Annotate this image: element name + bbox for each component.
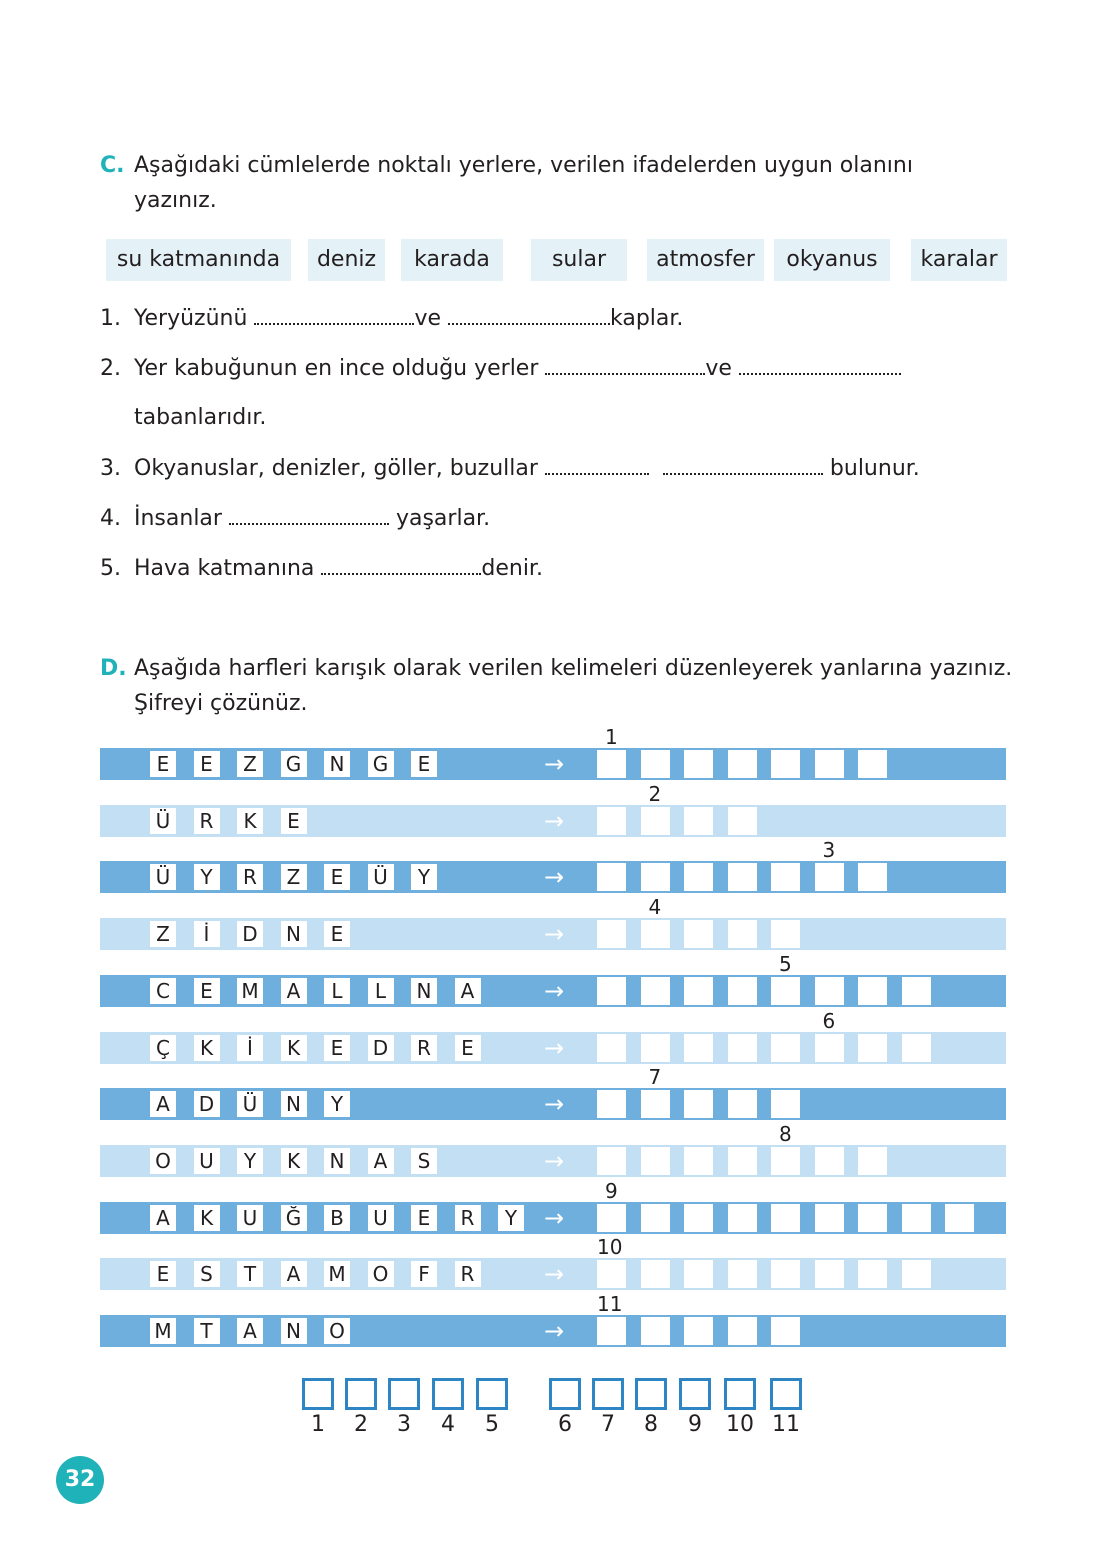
scrambled-letter: K <box>281 1148 307 1174</box>
scrambled-letter: U <box>237 1205 263 1231</box>
answer-letter-box[interactable] <box>771 750 800 778</box>
arrow-right-icon: → <box>544 920 565 949</box>
answer-letter-box[interactable] <box>771 920 800 948</box>
answer-blank[interactable] <box>321 555 481 575</box>
arrow-right-icon: → <box>544 1260 565 1289</box>
section-c-instruction-line1: Aşağıdaki cümlelerde noktalı yerlere, verilen ifadelerden uygun olanını <box>134 153 913 178</box>
scrambled-letter: İ <box>237 1035 263 1061</box>
scrambled-letter: D <box>194 1091 220 1117</box>
scrambled-letter: M <box>237 978 263 1004</box>
scrambled-letter: R <box>237 864 263 890</box>
answer-letter-box[interactable] <box>728 977 757 1005</box>
cipher-key-number: 4 <box>441 1412 455 1437</box>
answer-blank[interactable] <box>229 505 389 525</box>
answer-letter-box[interactable] <box>858 977 887 1005</box>
answer-letter-box[interactable] <box>641 1090 670 1118</box>
cipher-key-box[interactable] <box>476 1378 508 1410</box>
answer-letter-box[interactable] <box>771 1204 800 1232</box>
cipher-index-label: 3 <box>822 838 836 863</box>
page-number: 32 <box>56 1456 104 1504</box>
cipher-key-number: 9 <box>688 1412 702 1437</box>
scrambled-letter: D <box>368 1035 394 1061</box>
cipher-key-number: 5 <box>485 1412 499 1437</box>
scrambled-letter: O <box>324 1318 350 1344</box>
scrambled-letter: N <box>324 751 350 777</box>
section-d-instruction-line1: Aşağıda harfleri karışık olarak verilen kelimeleri düzenleyerek yanlarına yazınız. <box>134 656 1013 681</box>
cipher-index-label: 11 <box>597 1292 623 1316</box>
scrambled-letter: K <box>281 1035 307 1061</box>
cipher-key-box[interactable] <box>432 1378 464 1410</box>
cipher-key-box[interactable] <box>679 1378 711 1410</box>
question-number: 1. <box>100 306 121 331</box>
answer-letter-box[interactable] <box>684 1204 713 1232</box>
cipher-index-label: 8 <box>779 1121 792 1146</box>
answer-letter-box[interactable] <box>858 1204 887 1232</box>
scrambled-letter: K <box>194 1035 220 1061</box>
scrambled-letter: L <box>368 978 394 1004</box>
answer-letter-box[interactable] <box>684 1090 713 1118</box>
cipher-index-label: 10 <box>597 1235 623 1260</box>
scrambled-letter: N <box>281 1091 307 1117</box>
question-2 <box>100 355 901 381</box>
scrambled-letter: N <box>411 978 437 1004</box>
puzzle-row <box>100 1178 1006 1234</box>
arrow-right-icon: → <box>544 976 565 1005</box>
scrambled-letter: Y <box>194 864 220 890</box>
answer-letter-box[interactable] <box>597 863 626 891</box>
answer-letter-box[interactable] <box>945 1204 974 1232</box>
scrambled-letter: E <box>194 751 220 777</box>
cipher-index-label: 5 <box>779 951 792 976</box>
arrow-right-icon: → <box>544 1033 565 1062</box>
question-text: Yeryüzünü <box>134 306 248 331</box>
arrow-right-icon: → <box>544 750 565 778</box>
scrambled-letter: C <box>150 978 176 1004</box>
scrambled-letter: E <box>324 1035 350 1061</box>
scrambled-letter: E <box>194 978 220 1004</box>
arrow-right-icon: → <box>544 1317 565 1345</box>
cipher-index-label: 4 <box>648 895 662 920</box>
puzzle-row <box>100 781 1006 837</box>
scrambled-letter: N <box>281 1318 307 1344</box>
scrambled-letter: S <box>411 1148 437 1174</box>
answer-letter-box[interactable] <box>771 977 800 1005</box>
scrambled-letter: A <box>281 1261 307 1287</box>
answer-letter-box[interactable] <box>815 1260 844 1288</box>
question-number: 4. <box>100 506 121 531</box>
answer-letter-box[interactable] <box>858 1147 887 1175</box>
question-number: 3. <box>100 456 121 481</box>
scrambled-letter: T <box>194 1318 220 1344</box>
answer-letter-box[interactable] <box>597 1317 626 1345</box>
scrambled-letter: L <box>324 978 350 1004</box>
answer-letter-box[interactable] <box>771 1317 800 1345</box>
scrambled-letter: A <box>368 1148 394 1174</box>
scrambled-letter: E <box>324 864 350 890</box>
answer-letter-box[interactable] <box>858 863 887 891</box>
section-d-instruction-line2: Şifreyi çözünüz. <box>134 691 308 716</box>
answer-letter-box[interactable] <box>684 920 713 948</box>
scrambled-letter: K <box>194 1205 220 1231</box>
scrambled-letter: E <box>455 1035 481 1061</box>
answer-letter-box[interactable] <box>597 1147 626 1175</box>
answer-letter-box[interactable] <box>858 1260 887 1288</box>
answer-letter-box[interactable] <box>597 750 626 778</box>
answer-blank[interactable] <box>448 305 610 325</box>
question-text: Okyanuslar, denizler, göller, buzullar <box>134 456 538 481</box>
scrambled-letter: F <box>411 1261 437 1287</box>
answer-letter-box[interactable] <box>858 750 887 778</box>
cipher-index-label: 6 <box>822 1008 836 1033</box>
answer-letter-box[interactable] <box>641 1260 670 1288</box>
cipher-key-number: 8 <box>644 1412 658 1437</box>
scrambled-letter: D <box>237 921 263 947</box>
word-chip: karalar <box>911 239 1007 281</box>
question-number: 2. <box>100 356 121 381</box>
cipher-key-box[interactable] <box>770 1378 802 1410</box>
puzzle-row <box>100 951 1006 1007</box>
answer-letter-box[interactable] <box>902 1260 931 1288</box>
scrambled-letter: M <box>150 1318 176 1344</box>
scrambled-letter: A <box>150 1205 176 1231</box>
scrambled-letter: A <box>281 978 307 1004</box>
answer-letter-box[interactable] <box>728 920 757 948</box>
scrambled-letter: E <box>150 1261 176 1287</box>
question-ending: tabanlarıdır. <box>134 405 267 430</box>
answer-letter-box[interactable] <box>815 750 844 778</box>
scrambled-letter: R <box>455 1205 481 1231</box>
scrambled-letter: R <box>411 1035 437 1061</box>
scrambled-letter: Ü <box>150 808 176 834</box>
question-ending: yaşarlar. <box>395 506 491 531</box>
cipher-index-label: 2 <box>648 781 662 806</box>
scrambled-letter: B <box>324 1205 350 1231</box>
answer-letter-box[interactable] <box>597 1260 626 1288</box>
question-text: Hava katmanına <box>134 556 315 581</box>
scrambled-letter: K <box>237 808 263 834</box>
puzzle-row <box>100 1235 1006 1290</box>
answer-letter-box[interactable] <box>728 863 757 891</box>
answer-letter-box[interactable] <box>597 977 626 1005</box>
answer-letter-box[interactable] <box>597 1204 626 1232</box>
scrambled-letter: N <box>281 921 307 947</box>
answer-letter-box[interactable] <box>641 920 670 948</box>
arrow-right-icon: → <box>544 863 565 892</box>
answer-letter-box[interactable] <box>597 1090 626 1118</box>
answer-letter-box[interactable] <box>684 863 713 891</box>
arrow-right-icon: → <box>544 806 565 835</box>
answer-letter-box[interactable] <box>684 977 713 1005</box>
scrambled-letter: Ü <box>368 864 394 890</box>
cipher-key-number: 11 <box>772 1412 800 1437</box>
answer-letter-box[interactable] <box>771 1034 800 1062</box>
arrow-right-icon: → <box>544 1203 565 1232</box>
question-number: 5. <box>100 556 121 581</box>
answer-letter-box[interactable] <box>684 1317 713 1345</box>
word-chip: su katmanında <box>106 239 291 281</box>
word-chip: deniz <box>308 239 385 281</box>
cipher-key-number: 10 <box>726 1412 754 1437</box>
answer-letter-box[interactable] <box>728 1260 757 1288</box>
answer-letter-box[interactable] <box>641 1204 670 1232</box>
question-ending: denir. <box>481 556 543 581</box>
answer-letter-box[interactable] <box>641 1317 670 1345</box>
puzzle-row <box>100 1121 1006 1177</box>
arrow-right-icon: → <box>544 1146 565 1175</box>
question-3 <box>100 455 920 481</box>
puzzle-row <box>100 1008 1006 1064</box>
question-1 <box>100 305 683 331</box>
answer-letter-box[interactable] <box>597 807 626 835</box>
scrambled-letter: E <box>411 1205 437 1231</box>
scrambled-letter: Z <box>237 751 263 777</box>
answer-letter-box[interactable] <box>815 1204 844 1232</box>
cipher-key-number: 2 <box>354 1412 368 1437</box>
answer-letter-box[interactable] <box>728 1204 757 1232</box>
answer-blank[interactable] <box>663 455 823 475</box>
puzzle-row <box>100 725 1006 780</box>
arrow-right-icon: → <box>544 1090 565 1119</box>
cipher-key-number: 3 <box>397 1412 411 1437</box>
answer-blank[interactable] <box>254 305 414 325</box>
scrambled-letter: A <box>237 1318 263 1344</box>
answer-letter-box[interactable] <box>597 1034 626 1062</box>
cipher-key-box[interactable] <box>345 1378 377 1410</box>
cipher-index-label: 1 <box>605 725 618 749</box>
answer-letter-box[interactable] <box>815 1147 844 1175</box>
answer-letter-box[interactable] <box>684 1034 713 1062</box>
scrambled-letter: O <box>368 1261 394 1287</box>
answer-letter-box[interactable] <box>815 863 844 891</box>
scrambled-letter: Y <box>237 1148 263 1174</box>
answer-letter-box[interactable] <box>815 977 844 1005</box>
cipher-index-label: 7 <box>648 1065 662 1090</box>
answer-letter-box[interactable] <box>858 1034 887 1062</box>
scrambled-letter: S <box>194 1261 220 1287</box>
scrambled-letter: A <box>150 1091 176 1117</box>
answer-letter-box[interactable] <box>641 863 670 891</box>
question-ending: bulunur. <box>829 456 920 481</box>
cipher-index-label: 9 <box>605 1178 618 1203</box>
answer-letter-box[interactable] <box>902 1034 931 1062</box>
question-text: İnsanlar <box>134 506 222 531</box>
answer-blank[interactable] <box>545 355 705 375</box>
answer-letter-box[interactable] <box>641 807 670 835</box>
scrambled-letter: E <box>281 808 307 834</box>
question-connector: ve <box>705 356 732 381</box>
answer-letter-box[interactable] <box>771 1090 800 1118</box>
cipher-key-number: 7 <box>601 1412 615 1437</box>
scrambled-letter: A <box>455 978 481 1004</box>
question-connector: ve <box>414 306 441 331</box>
cipher-key-box[interactable] <box>388 1378 420 1410</box>
question-5 <box>100 555 543 581</box>
section-d-letter: D. <box>100 656 127 681</box>
scrambled-letter: Y <box>498 1205 524 1231</box>
answer-letter-box[interactable] <box>728 750 757 778</box>
answer-letter-box[interactable] <box>684 750 713 778</box>
scrambled-letter: İ <box>194 921 220 947</box>
scrambled-letter: Ğ <box>281 1205 307 1231</box>
word-chip: sular <box>531 239 627 281</box>
cipher-key-box[interactable] <box>635 1378 667 1410</box>
scrambled-letter: N <box>324 1148 350 1174</box>
answer-letter-box[interactable] <box>771 1260 800 1288</box>
answer-blank[interactable] <box>545 455 649 475</box>
section-c-instruction-line2: yazınız. <box>134 188 217 213</box>
cipher-key-box[interactable] <box>302 1378 334 1410</box>
puzzle-row <box>100 895 1006 950</box>
scrambled-letter: Y <box>324 1091 350 1117</box>
answer-letter-box[interactable] <box>641 1034 670 1062</box>
scrambled-letter: U <box>368 1205 394 1231</box>
answer-letter-box[interactable] <box>641 1147 670 1175</box>
answer-letter-box[interactable] <box>597 920 626 948</box>
puzzle-row <box>100 838 1006 893</box>
scrambled-letter: Ü <box>237 1091 263 1117</box>
answer-letter-box[interactable] <box>728 1147 757 1175</box>
answer-letter-box[interactable] <box>771 863 800 891</box>
cipher-key-number: 6 <box>558 1412 572 1437</box>
answer-letter-box[interactable] <box>902 977 931 1005</box>
scrambled-letter: T <box>237 1261 263 1287</box>
scrambled-letter: G <box>281 751 307 777</box>
scrambled-letter: E <box>150 751 176 777</box>
scrambled-letter: O <box>150 1148 176 1174</box>
answer-letter-box[interactable] <box>641 977 670 1005</box>
answer-letter-box[interactable] <box>684 1147 713 1175</box>
scrambled-letter: Y <box>411 864 437 890</box>
answer-letter-box[interactable] <box>771 1147 800 1175</box>
scrambled-letter: R <box>455 1261 481 1287</box>
scrambled-letter: Ç <box>150 1035 176 1061</box>
scrambled-letter: Z <box>150 921 176 947</box>
cipher-key-box[interactable] <box>592 1378 624 1410</box>
answer-letter-box[interactable] <box>902 1204 931 1232</box>
answer-letter-box[interactable] <box>815 1034 844 1062</box>
answer-letter-box[interactable] <box>728 1317 757 1345</box>
scrambled-letter: Ü <box>150 864 176 890</box>
word-chip: karada <box>401 239 503 281</box>
question-text: Yer kabuğunun en ince olduğu yerler <box>134 356 539 381</box>
word-chip: atmosfer <box>647 239 764 281</box>
puzzle-row <box>100 1292 1006 1347</box>
scrambled-letter: E <box>324 921 350 947</box>
question-4 <box>100 505 490 531</box>
answer-letter-box[interactable] <box>684 1260 713 1288</box>
answer-letter-box[interactable] <box>684 807 713 835</box>
section-c-letter: C. <box>100 153 125 178</box>
cipher-key-box[interactable] <box>724 1378 756 1410</box>
answer-letter-box[interactable] <box>728 1090 757 1118</box>
answer-blank[interactable] <box>739 355 901 375</box>
scrambled-letter: U <box>194 1148 220 1174</box>
scrambled-letter: R <box>194 808 220 834</box>
scrambled-letter: E <box>411 751 437 777</box>
cipher-key-number: 1 <box>311 1412 325 1437</box>
puzzle-row <box>100 1065 1006 1120</box>
scrambled-letter: G <box>368 751 394 777</box>
answer-letter-box[interactable] <box>641 750 670 778</box>
answer-letter-box[interactable] <box>728 807 757 835</box>
question-ending: kaplar. <box>610 306 684 331</box>
cipher-key-box[interactable] <box>549 1378 581 1410</box>
question-2-continued <box>134 405 266 430</box>
answer-letter-box[interactable] <box>728 1034 757 1062</box>
word-chip: okyanus <box>774 239 890 281</box>
scrambled-letter: M <box>324 1261 350 1287</box>
scrambled-letter: Z <box>281 864 307 890</box>
